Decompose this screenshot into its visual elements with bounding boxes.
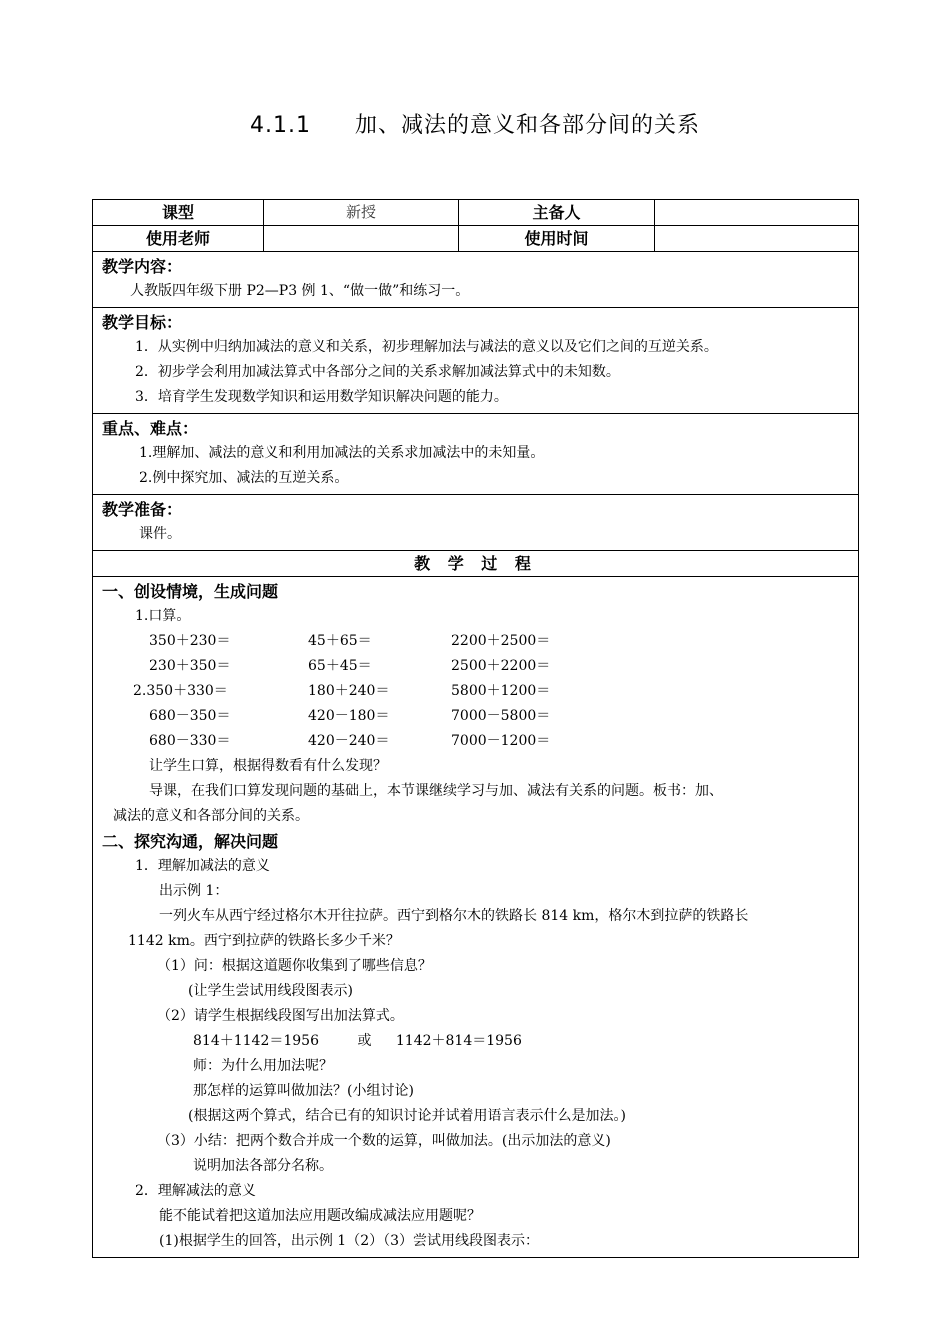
calc-row (93, 679, 858, 704)
time-value (655, 226, 858, 251)
part1-heading: 一、创设情境，生成问题 (102, 582, 279, 601)
preparer-value (655, 200, 858, 225)
question-1: （1）问：根据这道题你收集到了哪些信息？ (157, 958, 432, 974)
calc-cell: 680－330＝ (149, 733, 231, 749)
calc-cell: 7000－5800＝ (451, 708, 551, 724)
group-question: 那怎样的运算叫做加法？(小组讨论) (193, 1083, 414, 1099)
equation-line (93, 1029, 858, 1054)
question-1-note: (让学生尝试用线段图表示) (188, 983, 353, 999)
calc-cell: 680－350＝ (149, 708, 231, 724)
goal-item: 2．初步学会利用加减法算式中各部分之间的关系求解加减法算式中的未知数。 (135, 364, 620, 380)
calc-cell: 420－180＝ (308, 708, 390, 724)
course-type-value: 新授 (264, 200, 459, 225)
calc-cell: 5800＋1200＝ (451, 683, 551, 699)
sub1-heading: 1．理解加减法的意义 (135, 858, 270, 874)
goal-item: 1．从实例中归纳加减法的意义和关系，初步理解加法与减法的意义以及它们之间的互逆关系。 (135, 339, 718, 355)
question-2: （2）请学生根据线段图写出加法算式。 (157, 1008, 404, 1024)
teacher-question: 师：为什么用加法呢？ (193, 1058, 333, 1074)
calc-cell: 180＋240＝ (308, 683, 390, 699)
lesson-number: 4.1.1 (250, 113, 311, 138)
problem-line2: 1142 km。西宁到拉萨的铁路长多少千米？ (128, 933, 400, 949)
calc-cell: 2500＋2200＝ (451, 658, 551, 674)
header-row-1 (93, 200, 858, 226)
calc-row (93, 629, 858, 654)
keypoints-heading: 重点、难点： (102, 419, 199, 438)
content-heading: 教学内容： (102, 257, 183, 276)
process-title: 教 学 过 程 (414, 554, 537, 573)
part2-heading: 二、探究沟通，解决问题 (102, 832, 279, 851)
content-text: 人教版四年级下册 P2—P3 例 1、“做一做”和练习一。 (130, 283, 470, 299)
intro-text-line2: 减法的意义和各部分间的关系。 (113, 808, 309, 824)
teacher-value (264, 226, 459, 251)
calc-cell: 2200＋2500＝ (451, 633, 551, 649)
calc-row (93, 729, 858, 754)
discussion-note: (根据这两个算式，结合已有的知识讨论并试着用语言表示什么是加法。) (188, 1108, 626, 1124)
oral-calc-label: 1.口算。 (135, 608, 191, 624)
page-title (0, 108, 950, 139)
calc-cell: 7000－1200＝ (451, 733, 551, 749)
content-section (93, 252, 858, 308)
part-names-line: 说明加法各部分名称。 (193, 1158, 333, 1174)
goals-section (93, 308, 858, 414)
prep-section (93, 495, 858, 551)
process-title-row (93, 551, 858, 577)
summary-line: （3）小结：把两个数合并成一个数的运算，叫做加法。(出示加法的意义) (157, 1133, 611, 1149)
calc-cell: 45＋65＝ (308, 633, 372, 649)
last-line: (1)根据学生的回答，出示例 1（2）（3）尝试用线段图表示： (159, 1233, 540, 1249)
problem-line1: 一列火车从西宁经过格尔木开往拉萨。西宁到格尔木的铁路长 814 km，格尔木到拉萨的铁路长 (159, 908, 749, 924)
keypoint-item: 1.理解加、减法的意义和利用加减法的关系求加减法中的未知量。 (139, 445, 545, 461)
calc-row (93, 654, 858, 679)
calc-cell: 65＋45＝ (308, 658, 372, 674)
goal-item: 3．培育学生发现数学知识和运用数学知识解决问题的能力。 (135, 389, 508, 405)
course-type-label: 课型 (93, 200, 264, 225)
time-label: 使用时间 (459, 226, 655, 251)
show-example: 出示例 1： (159, 883, 229, 899)
equation-2: 1142＋814＝1956 (395, 1033, 522, 1049)
sub2-heading: 2．理解减法的意义 (135, 1183, 256, 1199)
lesson-title: 加、减法的意义和各部分间的关系 (354, 113, 700, 138)
lesson-plan-table (92, 199, 859, 1258)
calc-cell: 2.350＋330＝ (133, 683, 228, 699)
equation-or: 或 (357, 1033, 372, 1049)
calc-cell: 420－240＝ (308, 733, 390, 749)
header-row-2 (93, 226, 858, 252)
preparer-label: 主备人 (459, 200, 655, 225)
calc-cell: 350＋230＝ (149, 633, 231, 649)
calc-row (93, 704, 858, 729)
calc-cell: 230＋350＝ (149, 658, 231, 674)
keypoints-section (93, 414, 858, 495)
discover-prompt: 让学生口算，根据得数看有什么发现？ (149, 758, 387, 774)
rewrite-prompt: 能不能试着把这道加法应用题改编成减法应用题呢？ (159, 1208, 481, 1224)
keypoint-item: 2.例中探究加、减法的互逆关系。 (139, 470, 349, 486)
process-section (93, 577, 858, 1257)
teacher-label: 使用老师 (93, 226, 264, 251)
prep-heading: 教学准备： (102, 500, 183, 519)
intro-text-line1: 导课，在我们口算发现问题的基础上，本节课继续学习与加、减法有关系的问题。板书：加、 (149, 783, 723, 799)
equation-1: 814＋1142＝1956 (193, 1033, 319, 1049)
prep-text: 课件。 (139, 526, 181, 542)
goals-heading: 教学目标： (102, 313, 183, 332)
